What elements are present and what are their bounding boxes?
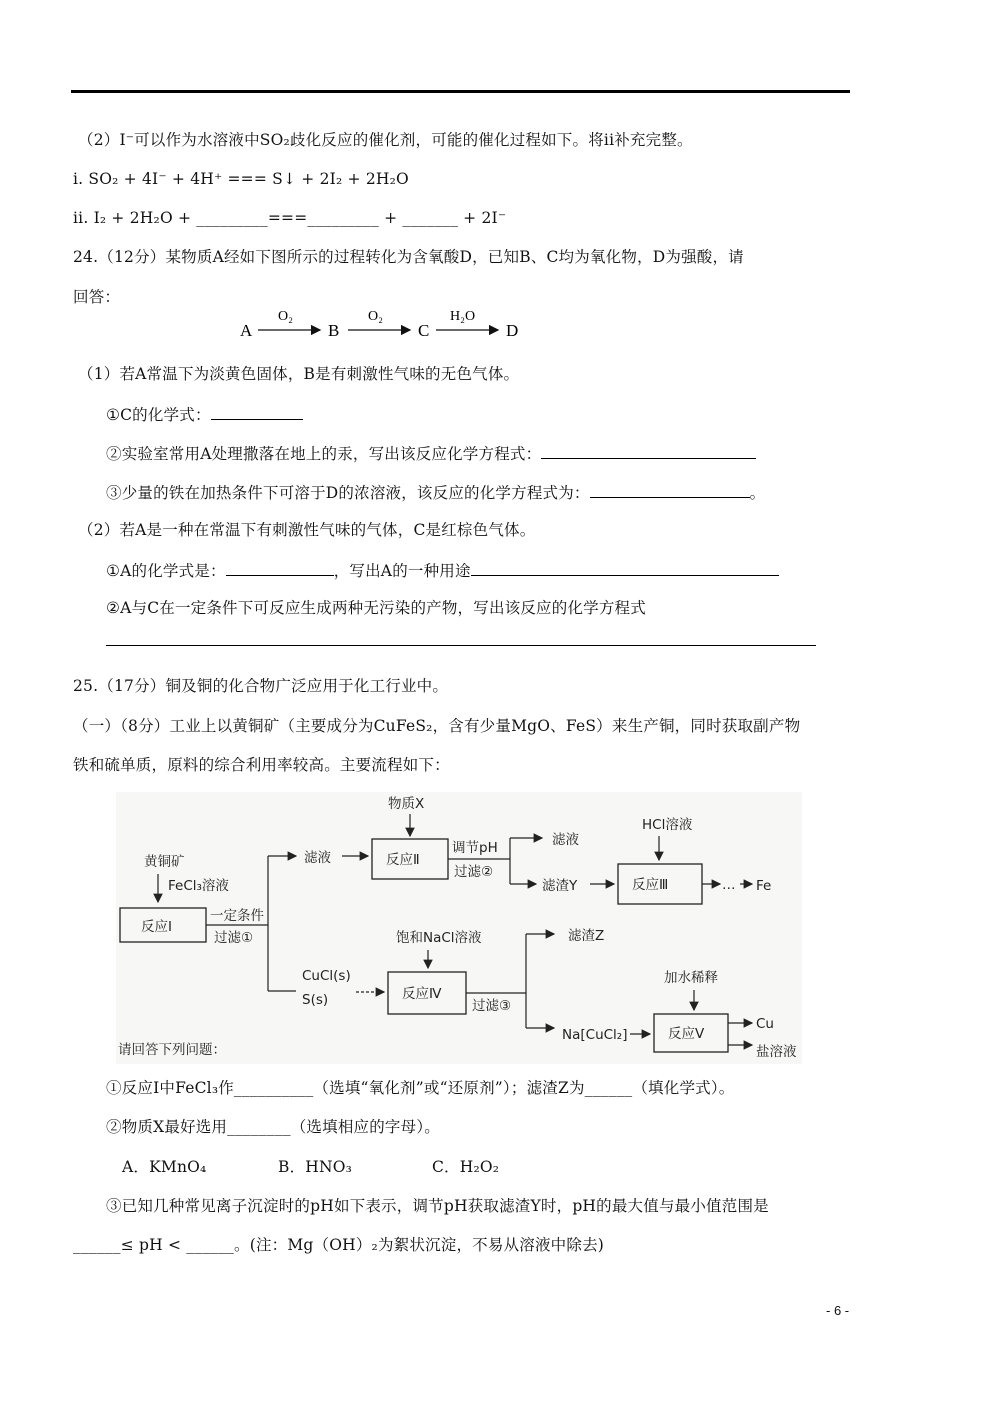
label-ore: 黄铜矿 [144,854,185,870]
q24-part1-b-text: ②实验室常用A处理撒落在地上的汞，写出该反应化学方程式： [106,445,542,463]
q23-2-step-i: i. SO₂ + 4I⁻ + 4H⁺ === S↓ + 2I₂ + 2H₂O [73,170,409,188]
q25-answer-2: ②物质X最好选用________（选填相应的字母）。 [106,1118,440,1136]
chain-B: B [328,321,340,340]
label-nacl: 饱和NaCl溶液 [396,930,482,946]
label-dilute: 加水稀释 [664,970,718,986]
q23-2-intro: （2）I⁻可以作为水溶液中SO₂歧化反应的催化剂，可能的催化过程如下。将ii补充完整。 [78,131,693,149]
chain-reagent-1: O₂ [278,309,293,324]
chain-reagent-3: H₂O [450,309,476,324]
label-cucl: CuCl(s) [302,968,351,984]
option-a: A．KMnO₄ [122,1158,207,1176]
q25-answer-1: ①反应Ⅰ中FeCl₃作__________（选填“氧化剂”或“还原剂”）；滤渣Z为______（填化学式）。 [106,1079,735,1097]
label-residue-y: 滤渣Y [542,878,578,894]
q24-part2-a1-text: ①A的化学式是： [106,562,226,580]
label-residue-z: 滤渣Z [568,928,605,944]
label-cu: Cu [756,1016,774,1032]
q24-part2-b: ②A与C在一定条件下可反应生成两种无污染的产物，写出该反应的化学方程式 [106,599,646,617]
q25-answer-3-line2: ______≤ pH < ______。(注：Mg（OH）₂为絮状沉淀，不易从溶液中除去) [73,1236,605,1254]
q24-part1-a [106,403,303,425]
answer-blank[interactable] [211,403,303,420]
chain-D: D [506,321,519,340]
answer-line[interactable] [106,645,816,646]
q24-part2-a [106,559,779,581]
q24-part2: （2）若A是一种在常温下有刺激性气味的气体，C是红棕色气体。 [78,521,536,539]
label-filter-3: 过滤③ [472,998,512,1014]
option-b: B．HNO₃ [278,1158,353,1176]
label-fecl3: FeCl₃溶液 [168,878,229,894]
answer-blank[interactable] [471,559,779,576]
label-nacucl: Na[CuCl₂] [562,1027,628,1043]
q24-stem-line2: 回答： [73,288,121,306]
q25-answer-3-line1: ③已知几种常见离子沉淀时的pH如下表示，调节pH获取滤渣Y时，pH的最大值与最小值范围是 [106,1197,769,1215]
label-dots: … [722,877,736,893]
label-reaction-3: 反应Ⅲ [632,877,669,893]
q24-part2-a2-text: ，写出A的一种用途 [333,562,471,580]
q23-2-step-ii: ii. I₂ + 2H₂O + _________===_________ + _______ + 2I⁻ [73,209,507,227]
label-filtrate-2: 滤液 [552,832,579,848]
option-c: C．H₂O₂ [432,1158,500,1176]
q24-part1-c [106,481,765,503]
page-number: - 6 - [826,1303,850,1318]
q24-part1-c-text: ③少量的铁在加热条件下可溶于D的浓溶液，该反应的化学方程式为： [106,484,590,502]
q24-part1-a-text: ①C的化学式： [106,406,211,424]
reaction-chain [230,308,540,348]
label-reaction-4: 反应Ⅳ [402,986,442,1002]
answer-blank[interactable] [226,559,334,576]
q24-part1-c-end: 。 [749,484,766,502]
label-reaction-5: 反应Ⅴ [668,1026,705,1042]
label-condition: 一定条件 [210,908,264,924]
chain-A: A [240,321,253,340]
label-hcl: HCl溶液 [642,817,693,833]
label-reaction-1: 反应Ⅰ [141,919,172,935]
chain-C: C [418,321,430,340]
flowchart-background [116,792,802,1064]
q25-part1-line2: 铁和硫单质，原料的综合利用率较高。主要流程如下： [73,756,450,774]
label-reaction-2: 反应Ⅱ [386,852,420,868]
q24-part1: （1）若A常温下为淡黄色固体，B是有刺激性气味的无色气体。 [78,365,520,383]
q25-stem: 25.（17分）铜及铜的化合物广泛应用于化工行业中。 [73,677,449,695]
label-brine: 盐溶液 [756,1044,797,1060]
label-filter-2: 过滤② [454,864,494,880]
label-s: S(s) [302,992,329,1008]
label-adjust-ph: 调节pH [452,840,498,856]
answer-blank[interactable] [590,481,750,498]
q24-stem-line1: 24.（12分）某物质A经如下图所示的过程转化为含氧酸D，已知B、C均为氧化物，D为强酸，请 [73,248,744,266]
label-filtrate-1: 滤液 [304,850,331,866]
header-rule [71,90,850,93]
q25-part1-line1: （一）（8分）工业上以黄铜矿（主要成分为CuFeS₂，含有少量MgO、FeS）来生产铜，同时获取副产物 [73,717,801,735]
q24-part1-b [106,442,756,464]
label-ask: 请回答下列问题： [118,1042,226,1058]
label-substance-x: 物质X [388,796,425,812]
label-filter-1: 过滤① [214,930,254,946]
process-flowchart [116,792,802,1064]
answer-blank[interactable] [541,442,756,459]
label-fe: Fe [756,878,772,894]
chain-reagent-2: O₂ [368,309,383,324]
